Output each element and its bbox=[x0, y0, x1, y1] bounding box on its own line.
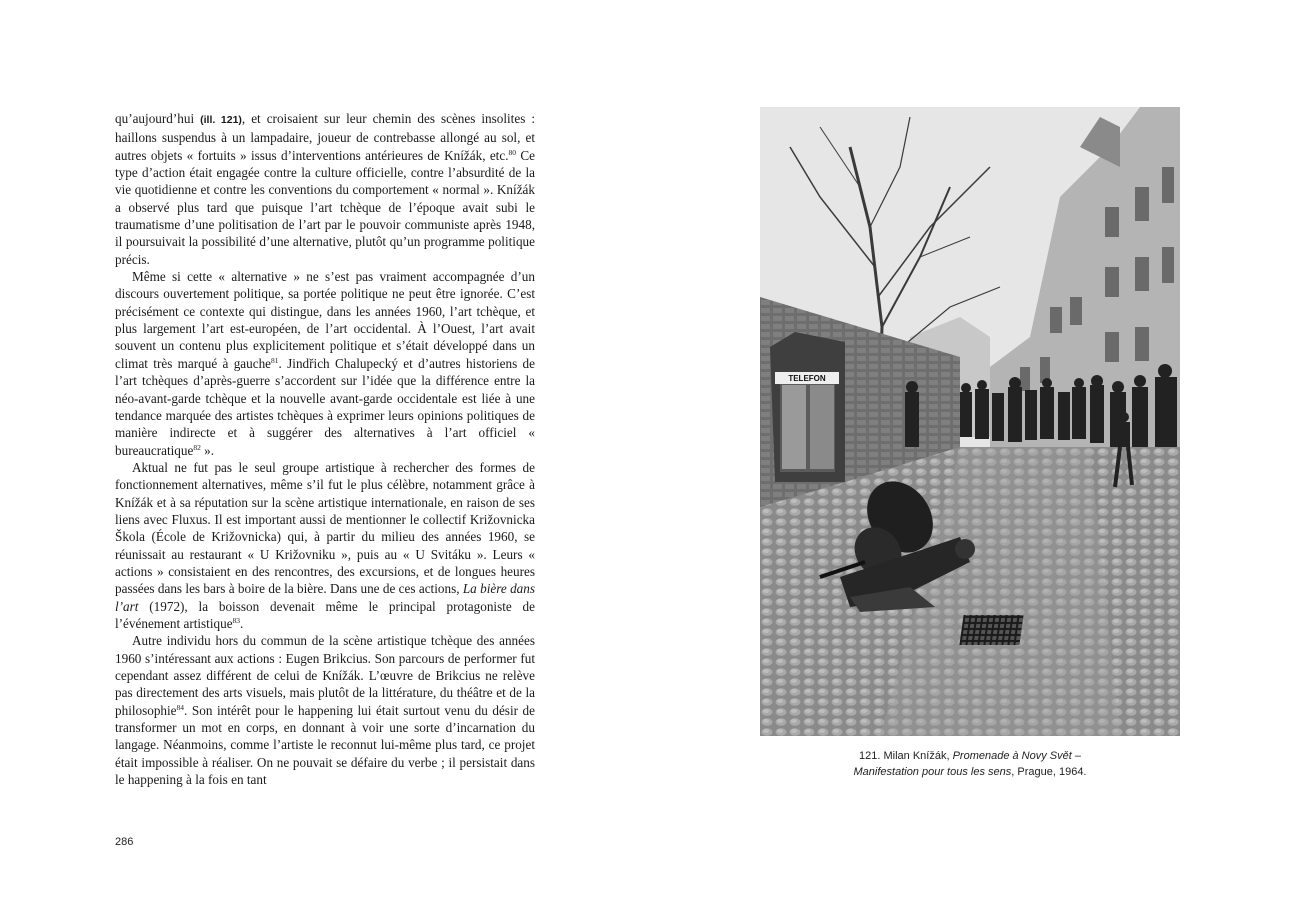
paragraph: Aktual ne fut pas le seul groupe artistique à rechercher des formes de fonctionnement alternatives, même s’il fut le plus célèbre, notamment grâce à Knížák et à sa réputation sur la scène artistique internationale, en raison de ses liens avec Fluxus. Il est important aussi de mentionner le collectif Križovnicka Škola (École de Križovnicka) qui, à partir du milieu des années 1960, se réunissait au restaurant « U Križovniku », puis au « U Svitáku ». Leurs « actions » consistaient en des rencontres, des excursions, et de longues heures passées dans les bars à boire de la bière. Dans une de ces actions, La bière dans l’art (1972), la boisson devenait même le principal protagoniste de l’événement artistique$^{83}$. bbox=[115, 459, 535, 631]
booth-sign: TELEFON bbox=[788, 374, 826, 383]
photograph bbox=[760, 107, 1180, 736]
footnote-ref[interactable]: 80 bbox=[508, 147, 516, 157]
page-number: 286 bbox=[115, 836, 134, 848]
drain-grate bbox=[959, 615, 1023, 645]
telephone-booth bbox=[770, 332, 845, 482]
body-text-column bbox=[115, 110, 535, 788]
footnote-ref[interactable]: 83 bbox=[232, 615, 241, 625]
paragraph: Autre individu hors du commun de la scène artistique tchèque des années 1960 s’intéressant aux actions : Eugen Brikcius. Son parcours de performer fut cependant assez différent de celui de Knížák. L’œuvre de Brikcius ne relève pas directement des arts visuels, mais plutôt de la littérature, du théâtre et de la philosophie$^{84}$. Son intérêt pour le happening lui était surtout venu du désir de transformer un mot en corps, en donnant à voir une sorte d’incarnation du langage. Néanmoins, comme l’artiste le reconnut lui-même plus tard, ce projet était impossible à réaliser. On ne pouvait se défaire du verbe ; il persistait dans le happening à la fois en tant bbox=[115, 633, 535, 788]
footnote-ref[interactable]: 81 bbox=[271, 355, 279, 365]
paragraph: qu’aujourd’hui (ill. 121), et croisaient sur leur chemin des scènes insolites : haillons suspendus à un lampadaire, joueur de contrebasse allongé au sol, et autres objets « fortuits » issus d’interventions antérieures de Knížák, etc.$^{80}$ Ce type d’action était engagée contre la culture officielle, contre l’absurdité de la vie quotidienne et contre les conventions du comportement « normal ». Knížák a observé plus tard que puisque l’art tchèque de l’époque avait subi le traumatisme d’une politisation de l’art par le pouvoir communiste après 1948, il poursuivait la possibilité d’une alternative, plutôt qu’un programme politique précis. bbox=[115, 111, 535, 267]
illustration-reference[interactable]: (ill. 121) bbox=[200, 114, 242, 126]
footnote-ref[interactable]: 82 bbox=[193, 442, 201, 452]
footnote-ref[interactable]: 84 bbox=[176, 702, 185, 712]
figure-caption: 121. Milan Knížák, Promenade à Novy Svět – Manifestation pour tous les sens, Prague, 1964. bbox=[853, 750, 1087, 778]
artwork-title: La bière dans l’art bbox=[115, 581, 535, 614]
paragraph: Même si cette « alternative » ne s’est pas vraiment accompagnée d’un discours ouvertement politique, sa portée politique ne peut être ignorée. C’est précisément ce contexte qui distingue, dans les années 1960, l’art tchèque, et plus largement l’art est-européen, de l’art occidental. À l’Ouest, l’art avait souvent un contenu plus explicitement politique et s’était développé dans un climat très marqué à gauche$^{81}$. Jindřich Chalupecký et d’autres historiens de l’art tchèques d’après-guerre s’accordent sur l’idée que la différence entre la néo-avant-garde tchèque et la nouvelle avant-garde occidentale est liée à une tendance marquée des artistes tchèques à exprimer leurs opinions politiques de manière indirecte et à suggérer des alternatives à l’art officiel « bureaucratique$^{82}$ ». bbox=[115, 269, 535, 458]
